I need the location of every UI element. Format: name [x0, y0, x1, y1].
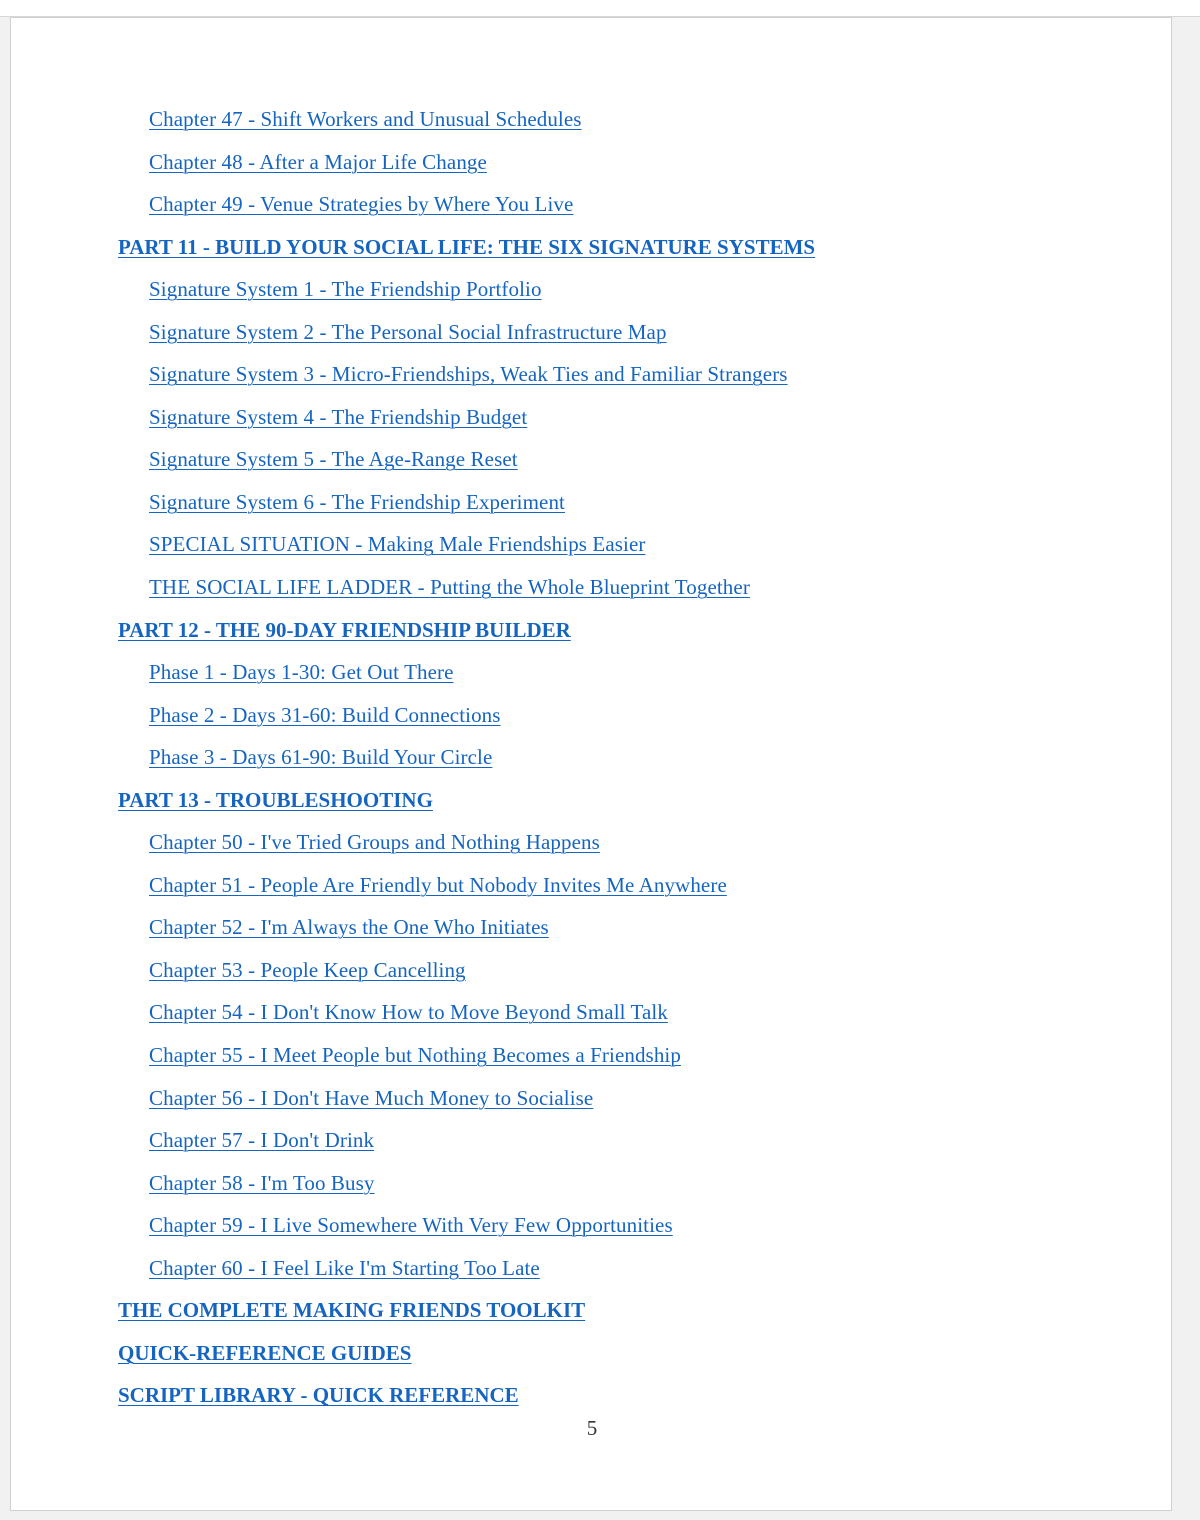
toc-chapter-link[interactable]: Signature System 3 - Micro-Friendships, Weak Ties and Familiar Strangers	[149, 362, 788, 387]
toc-chapter-link[interactable]: Chapter 47 - Shift Workers and Unusual Schedules	[149, 107, 582, 131]
table-of-contents	[118, 98, 1118, 1417]
page-number: 5	[586, 1416, 598, 1440]
viewer-top-bar	[0, 0, 1200, 17]
toc-chapter-link[interactable]: Chapter 54 - I Don't Know How to Move Beyond Small Talk	[149, 1000, 668, 1025]
toc-chapter-link[interactable]: SPECIAL SITUATION - Making Male Friendships Easier	[149, 532, 646, 557]
toc-chapter-link[interactable]: Chapter 55 - I Meet People but Nothing Becomes a Friendship	[149, 1043, 681, 1068]
toc-chapter-link[interactable]: Phase 1 - Days 1-30: Get Out There	[149, 660, 454, 685]
toc-chapter-link[interactable]: Chapter 50 - I've Tried Groups and Nothing Happens	[149, 830, 600, 855]
toc-chapter-link[interactable]: Signature System 2 - The Personal Social Infrastructure Map	[149, 319, 667, 344]
toc-part-link[interactable]: SCRIPT LIBRARY - QUICK REFERENCE	[118, 1383, 519, 1408]
toc-chapter-link[interactable]: Chapter 57 - I Don't Drink	[149, 1128, 375, 1153]
toc-chapter-link[interactable]: Chapter 48 - After a Major Life Change	[149, 149, 487, 174]
toc-chapter-link[interactable]: Chapter 53 - People Keep Cancelling	[149, 957, 466, 982]
toc-chapter-link[interactable]: Signature System 4 - The Friendship Budget	[149, 404, 528, 429]
toc-part-link[interactable]: PART 12 - THE 90-DAY FRIENDSHIP BUILDER	[118, 617, 571, 642]
toc-chapter-link[interactable]: Chapter 51 - People Are Friendly but Nobody Invites Me Anywhere	[149, 872, 727, 897]
toc-chapter-link[interactable]: Chapter 58 - I'm Too Busy	[149, 1170, 375, 1195]
toc-chapter-link[interactable]: Signature System 1 - The Friendship Portfolio	[149, 277, 542, 302]
toc-part-link[interactable]: THE COMPLETE MAKING FRIENDS TOOLKIT	[118, 1298, 586, 1323]
toc-part-link[interactable]: PART 13 - TROUBLESHOOTING	[118, 787, 433, 812]
toc-chapter-link[interactable]: Chapter 52 - I'm Always the One Who Initiates	[149, 915, 549, 940]
toc-chapter-link[interactable]: Signature System 5 - The Age-Range Reset	[149, 447, 518, 472]
toc-chapter-link[interactable]: Phase 2 - Days 31-60: Build Connections	[149, 702, 501, 727]
toc-chapter-link[interactable]: Chapter 49 - Venue Strategies by Where You Live	[149, 192, 574, 217]
toc-part-link[interactable]: QUICK-REFERENCE GUIDES	[118, 1340, 412, 1365]
toc-chapter-link[interactable]: Chapter 60 - I Feel Like I'm Starting Too Late	[149, 1255, 540, 1280]
document-page	[10, 17, 1172, 1511]
toc-chapter-link[interactable]: Signature System 6 - The Friendship Experiment	[149, 489, 565, 514]
toc-chapter-link[interactable]: Phase 3 - Days 61-90: Build Your Circle	[149, 745, 493, 770]
toc-chapter-link[interactable]: Chapter 56 - I Don't Have Much Money to Socialise	[149, 1085, 594, 1110]
toc-chapter-link[interactable]: THE SOCIAL LIFE LADDER - Putting the Whole Blueprint Together	[149, 575, 750, 600]
toc-part-link[interactable]: PART 11 - BUILD YOUR SOCIAL LIFE: THE SIX SIGNATURE SYSTEMS	[118, 234, 816, 259]
toc-chapter-link[interactable]: Chapter 59 - I Live Somewhere With Very Few Opportunities	[149, 1213, 673, 1238]
